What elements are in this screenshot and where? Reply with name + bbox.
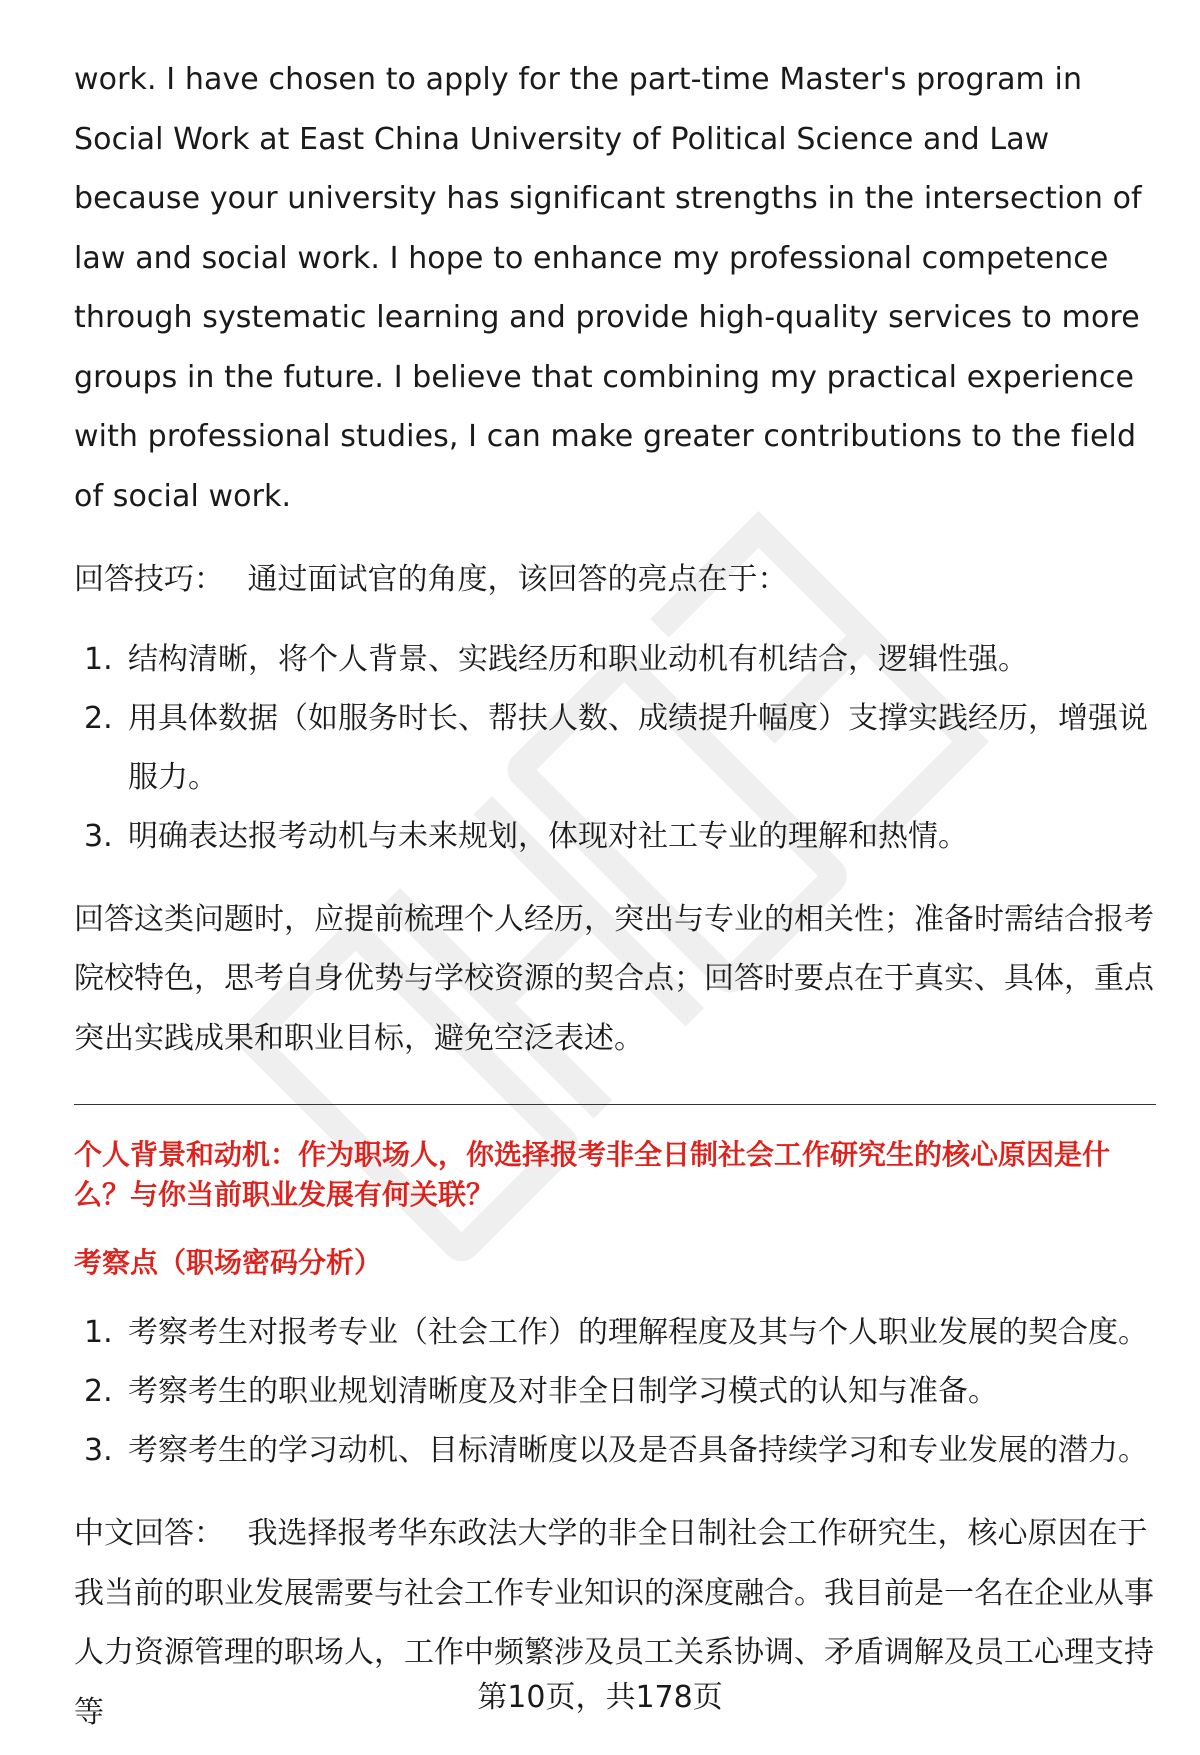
list-text: 考察考生的职业规划清晰度及对非全日制学习模式的认知与准备。: [128, 1374, 998, 1409]
exam-points-title: 考察点（职场密码分析）: [74, 1246, 383, 1279]
advice-paragraph: 回答这类问题时，应提前梳理个人经历，突出与专业的相关性；准备时需结合报考院校特色，思考自身优势与学校资源的契合点；回答时要点在于真实、具体，重点突出实践成果和职业目标，避免空泛表述。: [74, 901, 1154, 1056]
tip-label: 回答技巧：: [74, 562, 224, 597]
list-number: 1.: [84, 1315, 113, 1350]
question-heading: 个人背景和动机：作为职场人，你选择报考非全日制社会工作研究生的核心原因是什么？与你当前职业发展有何关联？: [74, 1138, 1111, 1211]
list-item: [74, 1421, 1156, 1480]
page-number-footer: 第10页，共178页: [477, 1680, 723, 1715]
answer-tip: [74, 550, 1156, 610]
highlights-list: [74, 630, 1156, 866]
list-number: 2.: [84, 1374, 113, 1409]
list-text: 结构清晰，将个人背景、实践经历和职业动机有机结合，逻辑性强。: [128, 641, 1028, 677]
answer-label: 中文回答：: [74, 1516, 224, 1551]
list-item: [74, 689, 1156, 807]
list-item: [74, 1362, 1156, 1421]
list-text: 明确表达报考动机与未来规划，体现对社工专业的理解和热情。: [128, 818, 968, 854]
list-item: [74, 630, 1156, 689]
list-item: [74, 807, 1156, 866]
section-divider: [74, 1104, 1156, 1105]
list-text: 考察考生的学习动机、目标清晰度以及是否具备持续学习和专业发展的潜力。: [128, 1433, 1148, 1468]
content-area: [74, 50, 1156, 1742]
list-number: 2.: [84, 700, 113, 736]
list-item: [74, 1303, 1156, 1362]
tip-text: 通过面试官的角度，该回答的亮点在于：: [247, 562, 788, 597]
list-number: 1.: [84, 641, 113, 677]
list-number: 3.: [84, 1433, 113, 1468]
list-text: 考察考生对报考专业（社会工作）的理解程度及其与个人职业发展的契合度。: [128, 1315, 1148, 1350]
list-text: 用具体数据（如服务时长、帮扶人数、成绩提升幅度）支撑实践经历，增强说服力。: [128, 700, 1148, 795]
answer-text: 我选择报考华东政法大学的非全日制社会工作研究生，核心原因在于我当前的职业发展需要与社会工作专业知识的深度融合。我目前是一名在企业从事人力资源管理的职场人，工作中频繁涉及员工关系协调、矛盾调解及员工心理支持等: [74, 1516, 1154, 1730]
exam-points-list: [74, 1303, 1156, 1480]
english-answer-paragraph: work. I have chosen to apply for the part-time Master's program in Social Work at East China University of Political Science and Law because your university has significant strengths in the intersection of law and social work. I hope to enhance my professional competence through systematic learning and provide high-quality services to more groups in the future. I believe that combining my practical experience with professional studies, I can make greater contributions to the field of social work.: [74, 62, 1142, 514]
list-number: 3.: [84, 818, 113, 854]
